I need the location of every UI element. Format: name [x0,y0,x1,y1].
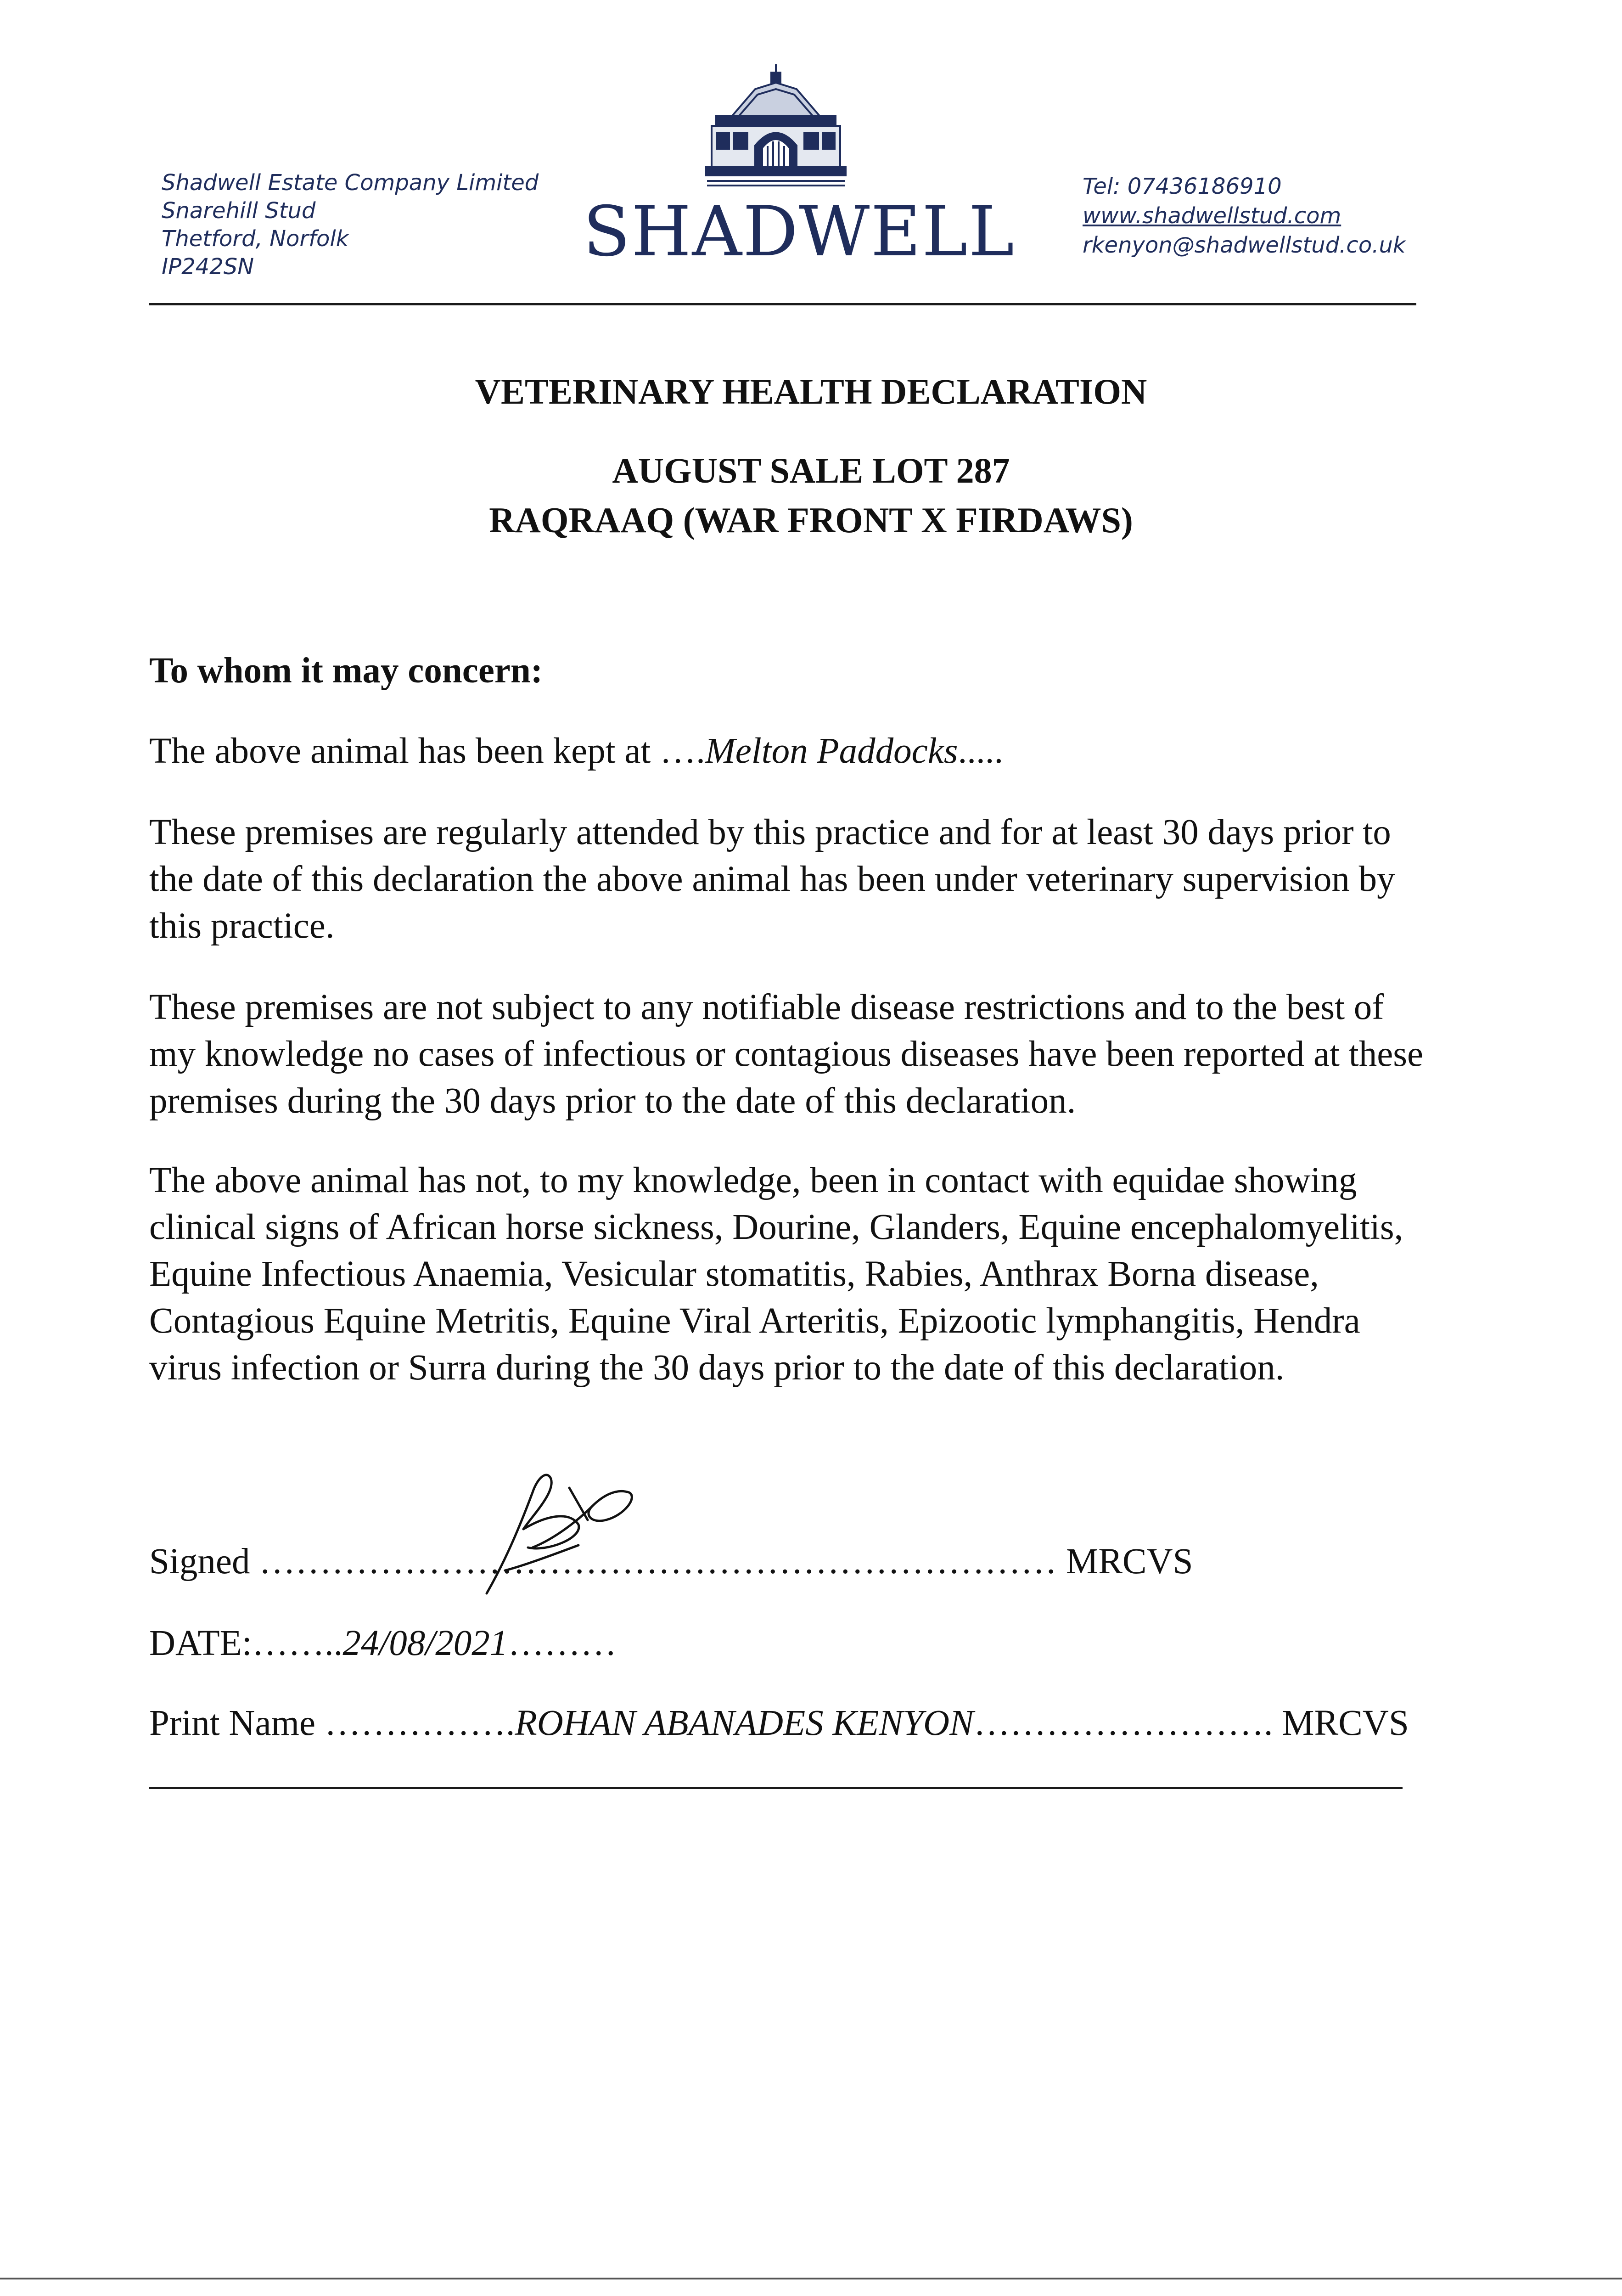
company-address [162,169,539,281]
telephone: Tel: 07436186910 [1083,174,1282,199]
address-line: Shadwell Estate Company Limited [162,170,539,196]
signed-qualification: MRCVS [1066,1542,1193,1581]
footer-divider [149,1787,1403,1789]
print-name-line: Print Name …………….ROHAN ABANADES KENYON……………………. MRCVS [149,1703,1409,1743]
horse-name: RAQRAAQ (WAR FRONT X FIRDAWS) [489,500,1133,540]
website-link[interactable]: www.shadwellstud.com [1083,203,1341,229]
paragraph-restrictions: These premises are not subject to any notifiable disease restrictions and to the best of my knowledge no cases of infectious or contagious diseases have been reported at these premises during the 30 days prior to the date of this declaration. [149,987,1424,1121]
address-line: Thetford, Norfolk [162,226,349,252]
date-label: DATE: [149,1623,252,1663]
print-label: Print Name [149,1703,316,1743]
kept-location: Melton Paddocks [705,731,958,771]
kept-at-line: The above animal has been kept at ….Melton Paddocks..... [149,731,1004,771]
header-divider [149,303,1416,305]
print-name-value: ROHAN ABANADES KENYON [515,1703,974,1743]
greeting: To whom it may concern: [149,651,543,691]
print-qualification: MRCVS [1282,1703,1409,1743]
kept-prefix: The above animal has been kept at [149,731,651,771]
email-address[interactable]: rkenyon@shadwellstud.co.uk [1083,232,1406,258]
paragraph-contact: The above animal has not, to my knowledge, been in contact with equidae showing clinical signs of African horse sickness, Dourine, Glanders, Equine encephalomyelitis, Equine Infectious Anaemia, Vesicular stomatitis, Rabies, Anthrax Borna disease, Contagious Equine Metritis, Equine Viral Arteritis, Epizootic lymphangitis, Hendra virus infection or Surra during the 30 days prior to the date of this declaration. [149,1160,1403,1388]
date-value: 24/08/2021 [342,1623,508,1663]
date-line: DATE:……..24/08/2021……… [149,1623,617,1663]
signed-line: Signed ………………………………………………………… MRCVS [149,1542,1193,1581]
address-line: Snarehill Stud [162,198,316,224]
document-title: VETERINARY HEALTH DECLARATION [475,371,1147,411]
company-contact [1083,172,1406,260]
sale-lot: AUGUST SALE LOT 287 [612,450,1010,490]
paragraph-supervision: These premises are regularly attended by this practice and for at least 30 days prior to the date of this declaration the above animal has been under veterinary supervision by this practice. [149,812,1395,946]
brand-wordmark: SHADWELL [583,192,1016,272]
signed-label: Signed [149,1542,250,1581]
gatehouse-crest-icon [689,61,863,198]
address-line: IP242SN [162,254,254,280]
scan-edge-line [0,2278,1622,2279]
